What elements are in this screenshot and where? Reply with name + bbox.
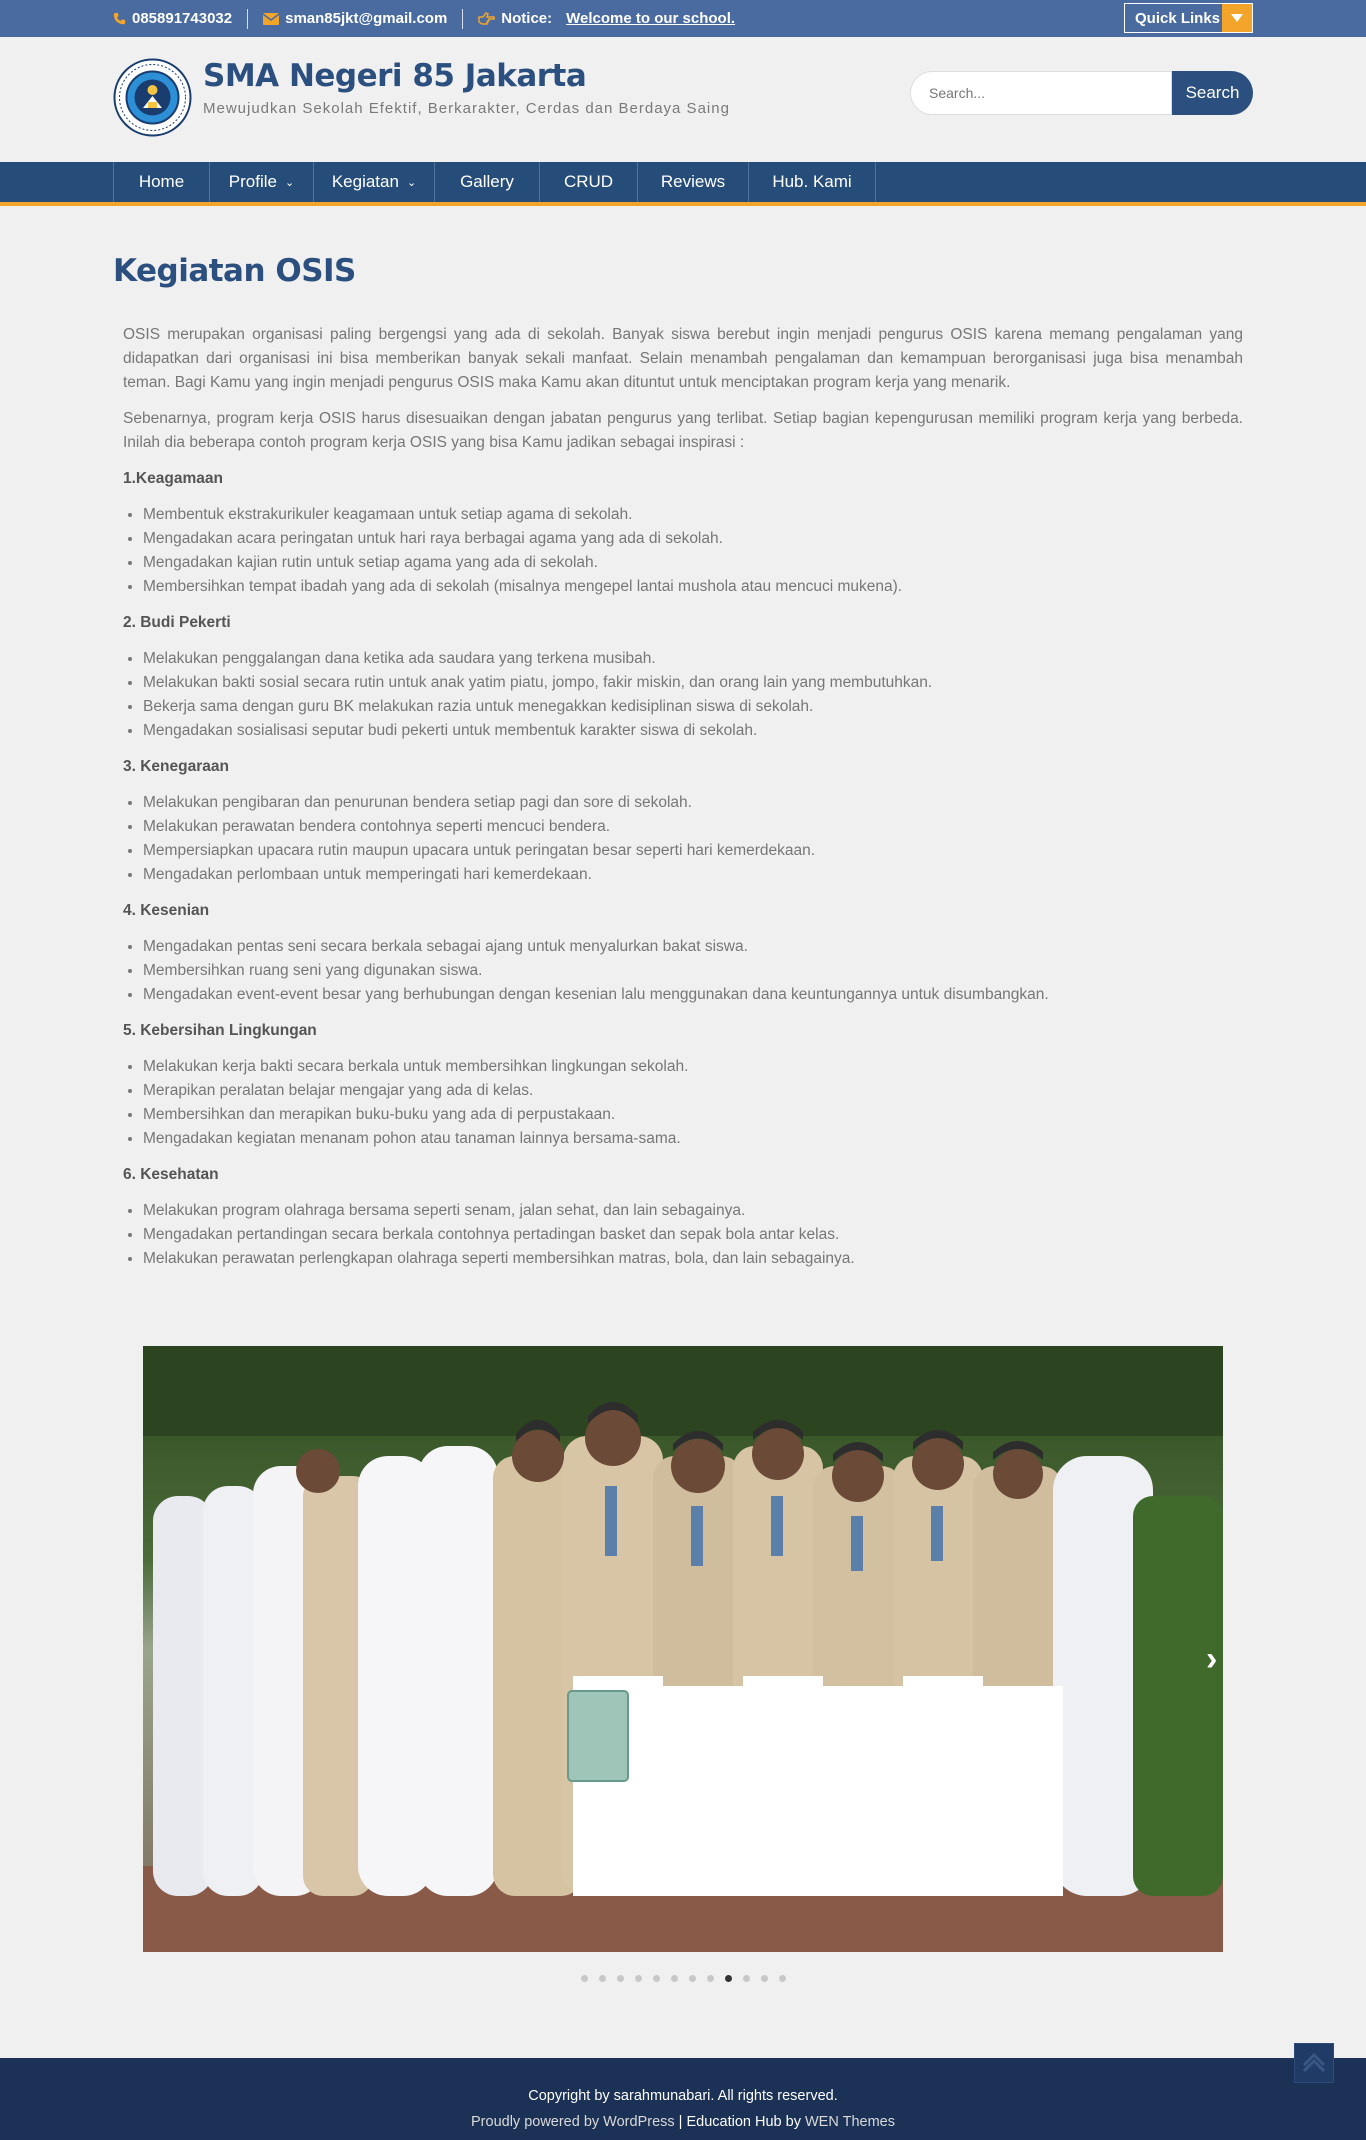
main-navigation xyxy=(0,162,1366,206)
section-heading: 3. Kenegaraan xyxy=(123,758,229,775)
phone-icon xyxy=(113,12,126,25)
nav-item-label: Gallery xyxy=(460,172,514,191)
slider-dot[interactable] xyxy=(761,1975,768,1982)
section-list xyxy=(123,791,1243,887)
section-heading: 6. Kesehatan xyxy=(123,1166,219,1183)
nav-item-crud[interactable] xyxy=(540,162,638,202)
slider-dot[interactable] xyxy=(743,1975,750,1982)
by-word: by xyxy=(785,2114,801,2130)
search-input[interactable] xyxy=(910,71,1172,115)
section-heading: 2. Budi Pekerti xyxy=(123,614,231,631)
nav-item-label: Kegiatan xyxy=(331,172,399,191)
chevron-up-icon xyxy=(1301,2048,1327,2079)
copyright-text: Copyright by sarahmunabari. All rights reserved. xyxy=(528,2088,838,2104)
list-item: • Melakukan perawatan perlengkapan olahraga seperti membersihkan matras, bola, dan lain sebagainya. xyxy=(143,1247,1243,1271)
list-item: • Membersihkan tempat ibadah yang ada di sekolah (misalnya mengepel lantai mushola atau mencuci mukena). xyxy=(143,575,1243,599)
slider-dot[interactable] xyxy=(581,1975,588,1982)
slider-dot[interactable] xyxy=(689,1975,696,1982)
slider-dot[interactable] xyxy=(599,1975,606,1982)
nav-item-hub-kami[interactable] xyxy=(749,162,876,202)
list-item: • Melakukan perawatan bendera contohnya seperti mencuci bendera. xyxy=(143,815,1243,839)
page-title: Kegiatan OSIS xyxy=(113,253,356,289)
list-item: • Mengadakan acara peringatan untuk hari raya berbagai agama yang ada di sekolah. xyxy=(143,527,1243,551)
list-item: • Mempersiapkan upacara rutin maupun upacara untuk peringatan besar seperti hari kemerdekaan. xyxy=(143,839,1243,863)
search-form xyxy=(910,71,1253,115)
nav-item-home[interactable] xyxy=(114,162,210,202)
chevron-down-icon: ⌄ xyxy=(406,176,417,189)
intro-paragraph: OSIS merupakan organisasi paling bergengsi yang ada di sekolah. Banyak siswa berebut ingin menjadi pengurus OSIS karena memang pengalaman yang didapatkan dari organisasi ini bisa memberikan banyak sekali manfaat. Selain menambah pengalaman dan kemampuan berorganisasi juga bisa menambah teman. Bagi Kamu yang ingin menjadi pengurus OSIS maka Kamu akan dituntut untuk menciptakan program kerja yang menarik. xyxy=(123,326,1243,391)
nav-item-label: CRUD xyxy=(563,172,614,191)
site-footer xyxy=(0,2058,1366,2140)
section-list xyxy=(123,1199,1243,1271)
email-contact[interactable] xyxy=(263,10,447,27)
list-item: • Melakukan pengibaran dan penurunan bendera setiap pagi dan sore di sekolah. xyxy=(143,791,1243,815)
divider xyxy=(247,9,248,29)
wordpress-link[interactable]: Proudly powered by WordPress xyxy=(471,2114,675,2130)
divider xyxy=(462,9,463,29)
list-item: • Melakukan kerja bakti secara berkala untuk membersihkan lingkungan sekolah. xyxy=(143,1055,1243,1079)
envelope-icon xyxy=(263,13,279,25)
nav-item-label: Home xyxy=(138,172,185,191)
slider-dot[interactable] xyxy=(707,1975,714,1982)
notice xyxy=(478,10,735,27)
powered-by xyxy=(0,2114,1366,2130)
slider-dot-active[interactable] xyxy=(725,1975,732,1982)
chevron-down-icon: ⌄ xyxy=(284,176,295,189)
school-logo[interactable] xyxy=(113,58,192,137)
list-item: • Membersihkan ruang seni yang digunakan siswa. xyxy=(143,959,1243,983)
top-bar xyxy=(0,0,1366,37)
back-to-top-button[interactable] xyxy=(1294,2043,1334,2083)
article-content xyxy=(123,323,1243,1283)
image-slider[interactable] xyxy=(143,1346,1223,1952)
section-heading: 4. Kesenian xyxy=(123,902,210,919)
slider-dot[interactable] xyxy=(617,1975,624,1982)
nav-item-label: Reviews xyxy=(660,172,726,191)
section-list xyxy=(123,647,1243,743)
nav-item-label: Hub. Kami xyxy=(772,172,852,191)
list-item: • Mengadakan event-event besar yang berhubungan dengan kesenian lalu menggunakan dana keuntungannya untuk disumbangkan. xyxy=(143,983,1243,1007)
quick-links-button[interactable] xyxy=(1124,3,1253,33)
intro-paragraph: Sebenarnya, program kerja OSIS harus disesuaikan dengan jabatan pengurus yang terlibat. Setiap bagian kepengurusan memiliki program kerja yang berbeda. Inilah dia beberapa contoh program kerja OSIS yang bisa Kamu jadikan sebagai inspirasi : xyxy=(123,410,1243,451)
slider-dot[interactable] xyxy=(779,1975,786,1982)
slider-next-arrow[interactable]: › xyxy=(1206,1640,1218,1678)
search-button[interactable]: Search xyxy=(1172,71,1253,115)
list-item: • Melakukan program olahraga bersama seperti senam, jalan sehat, dan lain sebagainya. xyxy=(143,1199,1243,1223)
list-item: • Merapikan peralatan belajar mengajar yang ada di kelas. xyxy=(143,1079,1243,1103)
list-item: • Melakukan bakti sosial secara rutin untuk anak yatim piatu, jompo, fakir miskin, dan orang lain yang membutuhkan. xyxy=(143,671,1243,695)
nav-item-reviews[interactable] xyxy=(638,162,749,202)
list-item: • Mengadakan perlombaan untuk memperingati hari kemerdekaan. xyxy=(143,863,1243,887)
list-item: • Membersihkan dan merapikan buku-buku yang ada di perpustakaan. xyxy=(143,1103,1243,1127)
section-heading: 5. Kebersihan Lingkungan xyxy=(123,1022,317,1039)
notice-link[interactable]: Welcome to our school. xyxy=(566,10,736,27)
slider-dot[interactable] xyxy=(671,1975,678,1982)
list-item: • Bekerja sama dengan guru BK melakukan razia untuk menegakkan kedisiplinan siswa di sekolah. xyxy=(143,695,1243,719)
nav-item-kegiatan[interactable] xyxy=(314,162,435,202)
list-item: • Mengadakan sosialisasi seputar budi pekerti untuk membentuk karakter siswa di sekolah. xyxy=(143,719,1243,743)
theme-author-link[interactable]: WEN Themes xyxy=(805,2114,895,2130)
notice-label: Notice: xyxy=(501,10,553,27)
email-address: sman85jkt@gmail.com xyxy=(285,10,448,27)
phone-contact[interactable] xyxy=(113,10,232,27)
list-item: • Membentuk ekstrakurikuler keagamaan untuk setiap agama di sekolah. xyxy=(143,503,1243,527)
slider-dot[interactable] xyxy=(653,1975,660,1982)
list-item: • Mengadakan kajian rutin untuk setiap agama yang ada di sekolah. xyxy=(143,551,1243,575)
nav-item-label: Profile xyxy=(228,172,277,191)
nav-item-profile[interactable] xyxy=(210,162,314,202)
slide-photo xyxy=(143,1346,1223,1952)
theme-name: Education Hub xyxy=(686,2114,782,2130)
quick-links-label: Quick Links xyxy=(1135,9,1221,27)
list-item: • Mengadakan pertandingan secara berkala contohnya pertadingan basket dan sepak bola antar kelas. xyxy=(143,1223,1243,1247)
footer-separator: | xyxy=(678,2114,683,2130)
site-description: Mewujudkan Sekolah Efektif, Berkarakter, Cerdas dan Berdaya Saing xyxy=(203,100,730,117)
site-title[interactable]: SMA Negeri 85 Jakarta xyxy=(203,58,587,94)
slider-pagination xyxy=(581,1975,797,1982)
section-list xyxy=(123,935,1243,1007)
section-list xyxy=(123,503,1243,599)
phone-number: 085891743032 xyxy=(132,10,233,27)
slider-dot[interactable] xyxy=(635,1975,642,1982)
list-item: • Mengadakan kegiatan menanam pohon atau tanaman lainnya bersama-sama. xyxy=(143,1127,1243,1151)
section-list xyxy=(123,1055,1243,1151)
hand-point-icon xyxy=(478,12,495,25)
list-item: • Melakukan penggalangan dana ketika ada saudara yang terkena musibah. xyxy=(143,647,1243,671)
section-heading: 1.Keagamaan xyxy=(123,470,223,487)
list-item: • Mengadakan pentas seni secara berkala sebagai ajang untuk menyalurkan bakat siswa. xyxy=(143,935,1243,959)
chevron-down-icon xyxy=(1222,4,1252,32)
nav-item-gallery[interactable] xyxy=(435,162,540,202)
